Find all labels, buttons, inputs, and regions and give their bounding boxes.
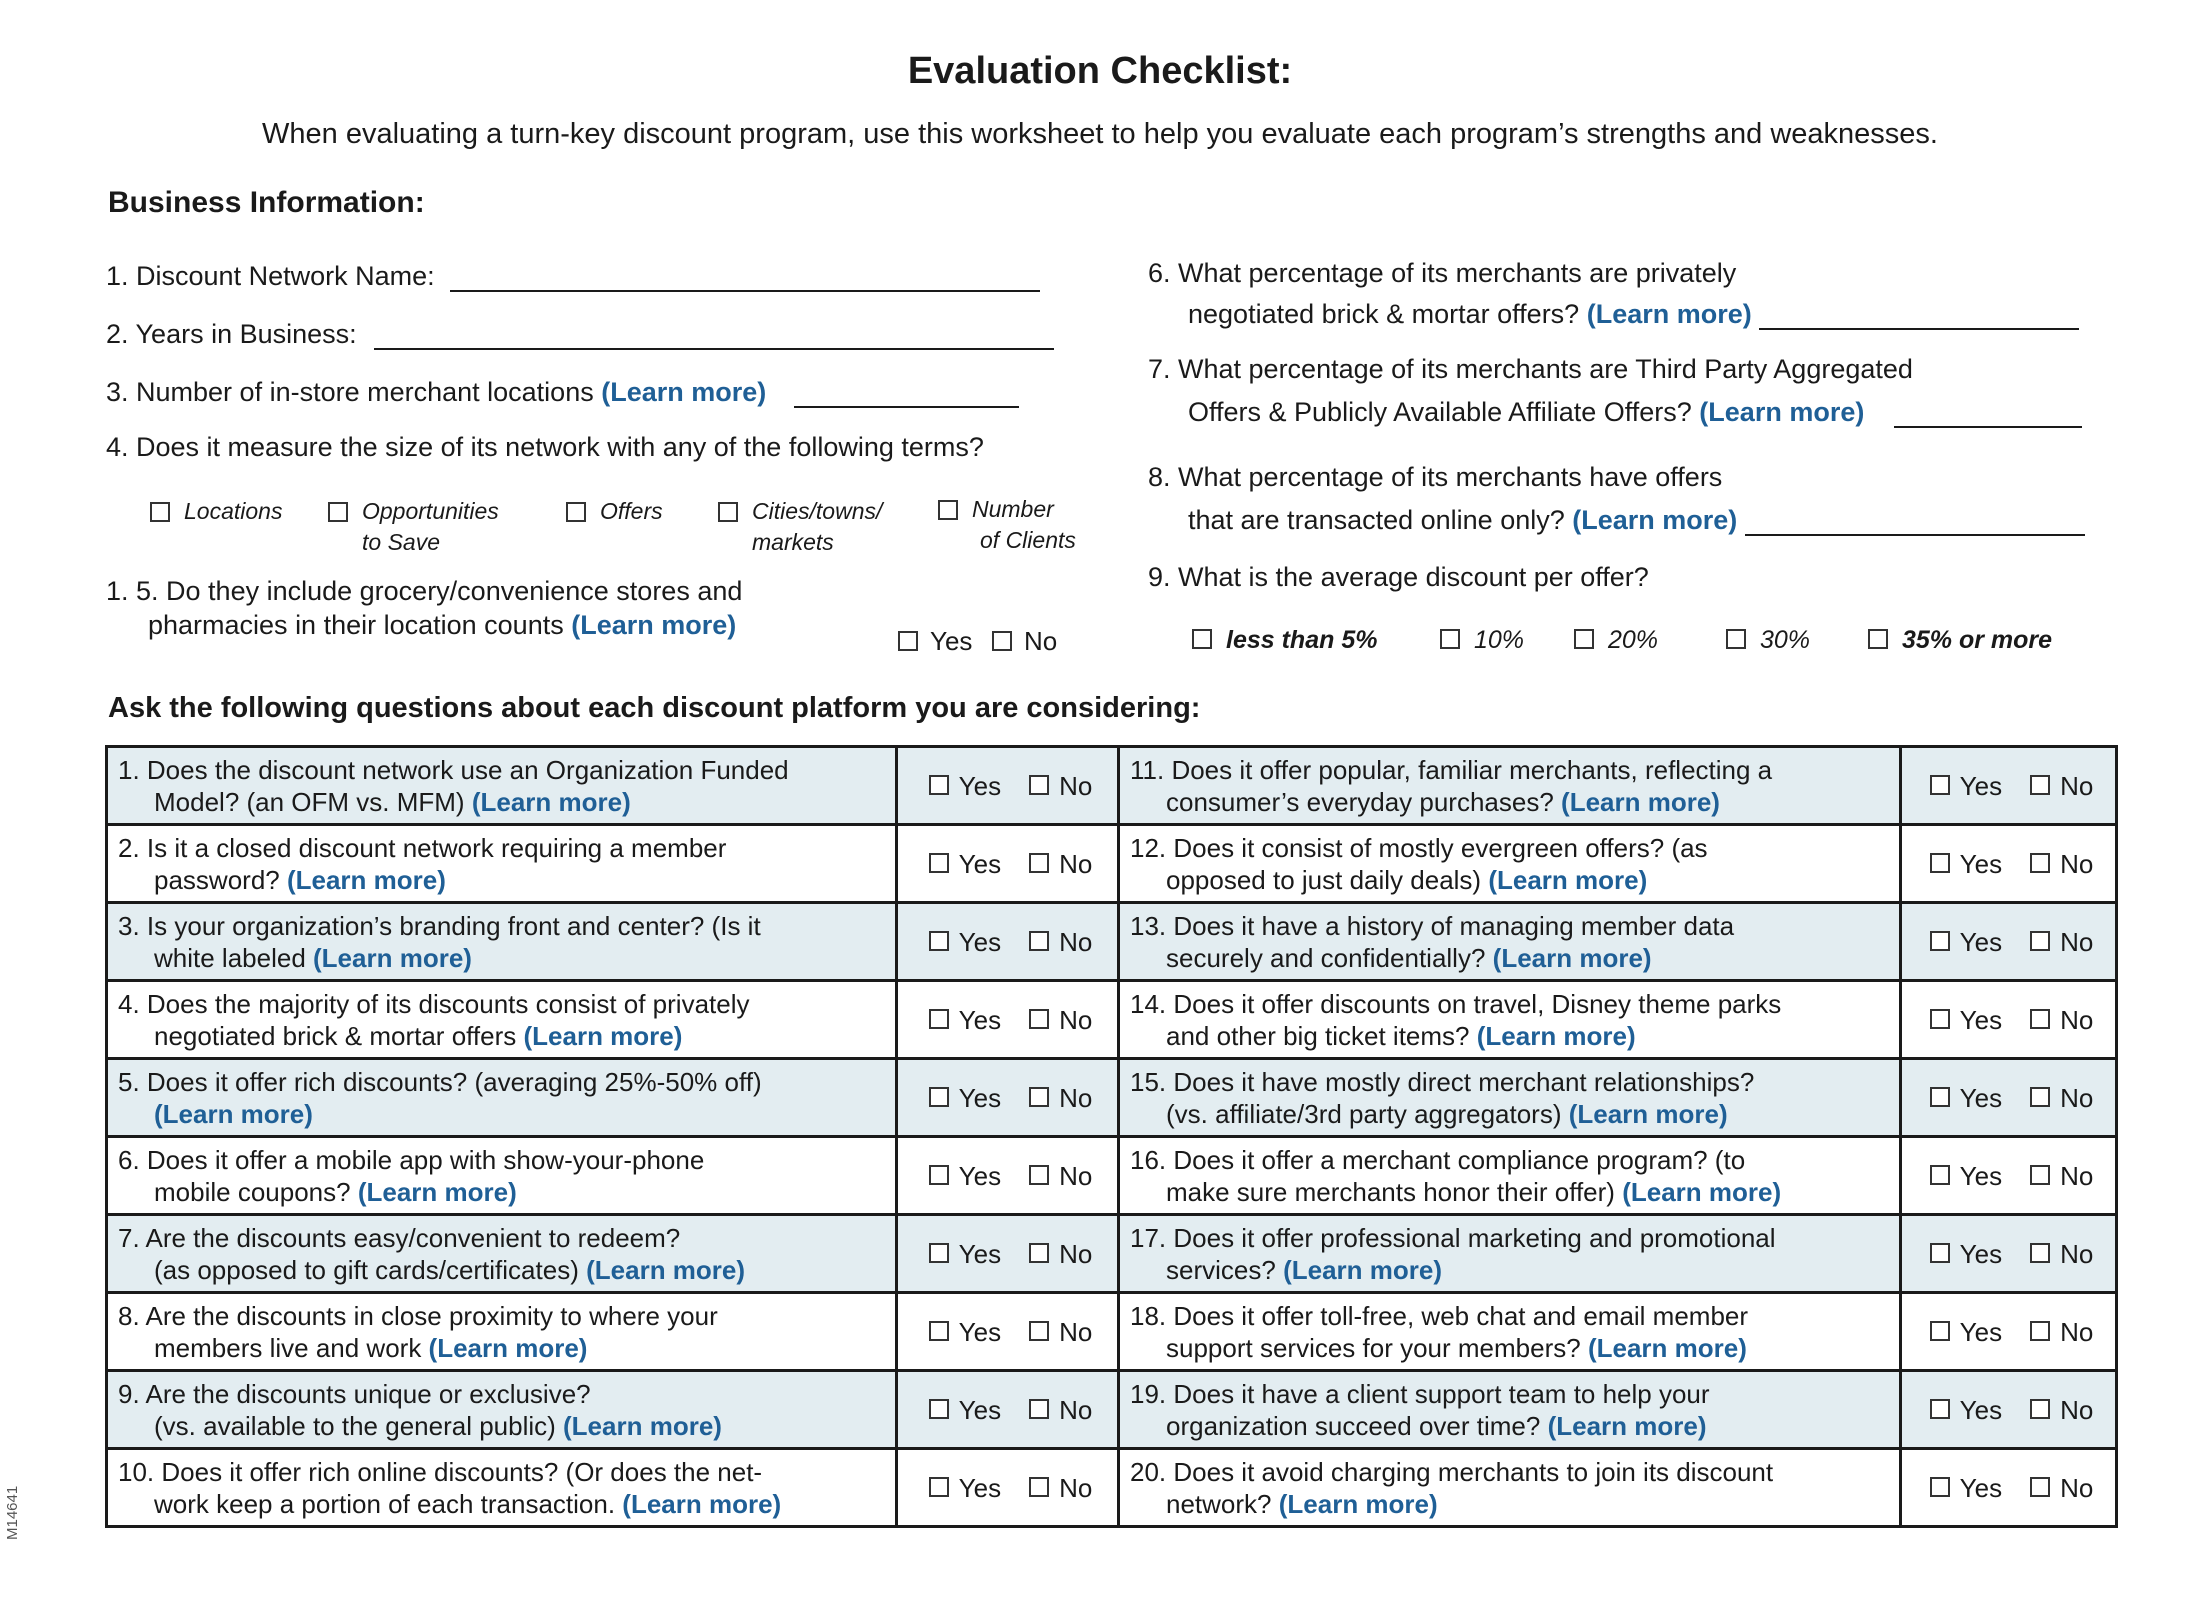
discount-label: 20%	[1608, 626, 1659, 654]
no-checkbox[interactable]	[1029, 853, 1049, 873]
yes-checkbox[interactable]	[929, 1321, 949, 1341]
question-text-cont: work keep a portion of each transaction.	[154, 1488, 616, 1519]
term-checkbox[interactable]	[328, 502, 348, 522]
left-yes-no-cell	[897, 1449, 1119, 1527]
business-q5-line2	[148, 610, 736, 641]
question-text-line2	[1130, 1020, 1889, 1052]
no-checkbox[interactable]	[2030, 1087, 2050, 1107]
term-locations[interactable]	[150, 496, 282, 527]
document-code: M14641	[4, 1485, 21, 1540]
table-row	[107, 1293, 2117, 1371]
question-text: 4. Does the majority of its discounts consist of privately	[118, 988, 750, 1019]
term-label-2: to Save	[362, 529, 440, 555]
business-q9: 9. What is the average discount per offer?	[1148, 562, 1649, 592]
no-checkbox[interactable]	[2030, 1165, 2050, 1185]
no-checkbox[interactable]	[2030, 1009, 2050, 1029]
yes-label: Yes	[1959, 1394, 2003, 1425]
learn-more-link[interactable]: (Learn more)	[1622, 1176, 1782, 1207]
right-yes-no-cell	[1901, 747, 2117, 825]
learn-more-link[interactable]: (Learn more)	[571, 610, 737, 640]
left-question-cell	[107, 1449, 897, 1527]
table-row	[107, 1371, 2117, 1449]
yes-label: Yes	[958, 770, 1002, 801]
business-q2	[106, 318, 1054, 350]
no-label: No	[2060, 770, 2094, 801]
learn-more-link[interactable]: (Learn more)	[601, 377, 767, 407]
left-yes-no-cell	[897, 1137, 1119, 1215]
no-checkbox[interactable]	[1029, 775, 1049, 795]
left-yes-no-cell	[897, 747, 1119, 825]
question-text: 13. Does it have a history of managing member data	[1130, 910, 1735, 941]
no-checkbox[interactable]	[1029, 1477, 1049, 1497]
right-yes-no-cell	[1901, 1371, 2117, 1449]
question-text-line2	[118, 786, 885, 818]
question-text-cont: members live and work	[154, 1332, 422, 1363]
yes-label: Yes	[958, 1004, 1002, 1035]
yes-checkbox[interactable]	[929, 853, 949, 873]
question-text-cont: services?	[1166, 1254, 1276, 1285]
learn-more-link[interactable]: (Learn more)	[523, 1020, 683, 1051]
term-label: Number	[972, 496, 1054, 522]
question-text: 7. Are the discounts easy/convenient to redeem?	[118, 1222, 681, 1253]
question-text-line2	[118, 1020, 885, 1052]
no-label: No	[1059, 1316, 1093, 1347]
q7-field[interactable]	[1894, 396, 2082, 428]
question-text: 3. Is your organization’s branding front and center? (Is it	[118, 910, 761, 941]
locations-field[interactable]	[794, 376, 1019, 408]
yes-label: Yes	[958, 1472, 1002, 1503]
question-text: 18. Does it offer toll-free, web chat and email member	[1130, 1300, 1749, 1331]
term-checkbox[interactable]	[566, 502, 586, 522]
learn-more-link[interactable]: (Learn more)	[1492, 942, 1652, 973]
question-text: 11. Does it offer popular, familiar merchants, reflecting a	[1130, 754, 1773, 785]
yes-checkbox[interactable]	[1930, 1009, 1950, 1029]
no-checkbox[interactable]	[2030, 1321, 2050, 1341]
question-text-cont: consumer’s everyday purchases?	[1166, 786, 1554, 817]
discount-10[interactable]	[1440, 626, 1524, 655]
term-label: Offers	[600, 498, 663, 524]
question-text: 9. Are the discounts unique or exclusive?	[118, 1378, 591, 1409]
question-text: 12. Does it consist of mostly evergreen offers? (as	[1130, 832, 1708, 863]
platform-heading: Ask the following questions about each discount platform you are considering:	[108, 692, 1201, 724]
question-text-line2	[1130, 942, 1889, 974]
page-title: Evaluation Checklist:	[907, 50, 1293, 92]
no-label: No	[1059, 848, 1093, 879]
learn-more-link[interactable]: (Learn more)	[622, 1488, 782, 1519]
no-label: No	[1024, 626, 1058, 656]
right-question-cell	[1119, 1059, 1901, 1137]
yes-checkbox[interactable]	[929, 1399, 949, 1419]
term-label: Cities/towns/	[752, 498, 883, 524]
yes-checkbox[interactable]	[1930, 1243, 1950, 1263]
yes-checkbox[interactable]	[898, 631, 918, 651]
left-question-cell	[107, 1371, 897, 1449]
discount-label: 10%	[1474, 626, 1525, 654]
no-checkbox[interactable]	[2030, 775, 2050, 795]
no-label: No	[2060, 1004, 2094, 1035]
question-text-cont: Model? (an OFM vs. MFM)	[154, 786, 465, 817]
table-row	[107, 1449, 2117, 1527]
yes-label: Yes	[1959, 848, 2003, 879]
question-text-line2	[118, 1254, 885, 1286]
platform-questions-table	[105, 745, 2118, 1528]
term-label-2: of Clients	[980, 527, 1076, 553]
learn-more-link[interactable]: (Learn more)	[1547, 1410, 1707, 1441]
yes-checkbox[interactable]	[929, 931, 949, 951]
yes-checkbox[interactable]	[1930, 1165, 1950, 1185]
yes-checkbox[interactable]	[929, 775, 949, 795]
question-text-cont: support services for your members?	[1166, 1332, 1581, 1363]
left-question-cell	[107, 903, 897, 981]
left-yes-no-cell	[897, 903, 1119, 981]
discount-checkbox[interactable]	[1726, 629, 1746, 649]
table-row	[107, 747, 2117, 825]
question-text: 20. Does it avoid charging merchants to join its discount	[1130, 1456, 1774, 1487]
table-row	[107, 903, 2117, 981]
right-yes-no-cell	[1901, 1137, 2117, 1215]
question-text: 8. Are the discounts in close proximity to where your	[118, 1300, 718, 1331]
question-text-cont: (vs. available to the general public)	[154, 1410, 556, 1441]
yes-label: Yes	[1959, 1238, 2003, 1269]
discount-20[interactable]	[1574, 626, 1658, 655]
yes-label: Yes	[930, 626, 973, 656]
no-label: No	[1059, 1082, 1093, 1113]
no-label: No	[1059, 770, 1093, 801]
learn-more-link[interactable]: (Learn more)	[428, 1332, 588, 1363]
right-question-cell	[1119, 747, 1901, 825]
q5-yes-option[interactable]	[898, 626, 972, 657]
business-q8: 8. What percentage of its merchants have offers	[1148, 462, 1723, 492]
learn-more-link[interactable]: (Learn more)	[1476, 1020, 1636, 1051]
question-text-line2	[1130, 1254, 1889, 1286]
left-question-cell	[107, 1059, 897, 1137]
learn-more-link[interactable]: (Learn more)	[1561, 786, 1720, 817]
business-q4: 4. Does it measure the size of its network with any of the following terms?	[106, 432, 984, 462]
question-text: 14. Does it offer discounts on travel, Disney theme parks	[1130, 988, 1782, 1019]
yes-checkbox[interactable]	[929, 1243, 949, 1263]
question-text-line2	[118, 1488, 885, 1520]
learn-more-link[interactable]: (Learn more)	[1572, 505, 1738, 535]
question-text-line2	[118, 1332, 885, 1364]
yes-label: Yes	[958, 1316, 1002, 1347]
q5-no-option[interactable]	[992, 626, 1057, 657]
question-text-line2	[1130, 1332, 1889, 1364]
left-question-cell	[107, 981, 897, 1059]
discount-checkbox[interactable]	[1574, 629, 1594, 649]
question-text-line2	[1130, 1410, 1889, 1442]
business-q3	[106, 376, 1019, 408]
right-question-cell	[1119, 981, 1901, 1059]
yes-checkbox[interactable]	[1930, 1087, 1950, 1107]
discount-checkbox[interactable]	[1192, 629, 1212, 649]
yes-checkbox[interactable]	[1930, 853, 1950, 873]
question-text: 2. Is it a closed discount network requiring a member	[118, 832, 727, 863]
learn-more-link[interactable]: (Learn more)	[313, 942, 472, 973]
no-label: No	[1059, 1394, 1093, 1425]
no-checkbox[interactable]	[1029, 931, 1049, 951]
question-text: 5. Does it offer rich discounts? (averaging 25%-50% off)	[118, 1066, 762, 1097]
yes-label: Yes	[958, 926, 1002, 957]
no-label: No	[2060, 1082, 2094, 1113]
learn-more-link[interactable]: (Learn more)	[563, 1410, 722, 1441]
no-checkbox[interactable]	[1029, 1399, 1049, 1419]
discount-label: 35% or more	[1902, 626, 2053, 654]
yes-checkbox[interactable]	[1930, 775, 1950, 795]
q6-label: negotiated brick & mortar offers?	[1188, 299, 1580, 329]
left-yes-no-cell	[897, 1293, 1119, 1371]
yes-label: Yes	[1959, 1082, 2003, 1113]
business-q6-line2	[1188, 298, 2079, 330]
q1-label: 1. Discount Network Name:	[106, 261, 435, 291]
question-text-cont: securely and confidentially?	[1166, 942, 1486, 973]
q2-label: 2. Years in Business:	[106, 319, 357, 349]
business-q1	[106, 260, 1040, 292]
business-q7-line2	[1188, 396, 2082, 428]
left-yes-no-cell	[897, 825, 1119, 903]
term-checkbox[interactable]	[150, 502, 170, 522]
question-text-line2	[1130, 864, 1889, 896]
term-opportunities[interactable]	[328, 496, 499, 558]
left-question-cell	[107, 1137, 897, 1215]
question-text-cont: password?	[154, 864, 280, 895]
no-label: No	[2060, 1394, 2094, 1425]
no-checkbox[interactable]	[1029, 1243, 1049, 1263]
yes-label: Yes	[958, 1082, 1002, 1113]
yes-checkbox[interactable]	[1930, 931, 1950, 951]
question-text-line2	[118, 864, 885, 896]
right-question-cell	[1119, 1293, 1901, 1371]
learn-more-link[interactable]: (Learn more)	[286, 864, 446, 895]
learn-more-link[interactable]: (Learn more)	[1283, 1254, 1442, 1285]
business-q5: 1. 5. Do they include grocery/convenience stores and	[106, 576, 743, 606]
table-row	[107, 1059, 2117, 1137]
term-clients[interactable]	[938, 494, 1076, 556]
question-text-line2	[118, 1176, 885, 1208]
learn-more-link[interactable]: (Learn more)	[1488, 864, 1648, 895]
learn-more-link[interactable]: (Learn more)	[1278, 1488, 1438, 1519]
no-label: No	[1059, 926, 1093, 957]
right-question-cell	[1119, 903, 1901, 981]
learn-more-link[interactable]: (Learn more)	[471, 786, 631, 817]
yes-checkbox[interactable]	[929, 1477, 949, 1497]
table-row	[107, 1215, 2117, 1293]
learn-more-link[interactable]: (Learn more)	[1568, 1098, 1728, 1129]
table-row	[107, 1137, 2117, 1215]
question-text-cont: (vs. affiliate/3rd party aggregators)	[1166, 1098, 1562, 1129]
q8-label: that are transacted online only?	[1188, 505, 1565, 535]
learn-more-link[interactable]: (Learn more)	[357, 1176, 517, 1207]
question-text-cont: (as opposed to gift cards/certificates)	[154, 1254, 579, 1285]
no-checkbox[interactable]	[2030, 1477, 2050, 1497]
learn-more-link[interactable]: (Learn more)	[1587, 1332, 1747, 1363]
no-checkbox[interactable]	[1029, 1321, 1049, 1341]
question-text: 10. Does it offer rich online discounts? (Or does the net-	[118, 1456, 763, 1487]
no-checkbox[interactable]	[1029, 1009, 1049, 1029]
yes-label: Yes	[958, 1238, 1002, 1269]
right-question-cell	[1119, 1371, 1901, 1449]
question-text-line2	[1130, 786, 1889, 818]
yes-label: Yes	[958, 848, 1002, 879]
no-label: No	[2060, 848, 2094, 879]
business-q8-line2	[1188, 504, 2085, 536]
no-label: No	[2060, 926, 2094, 957]
page-subtitle: When evaluating a turn-key discount program, use this worksheet to help you evaluate each program’s strengths and weaknesses.	[262, 118, 1938, 150]
left-yes-no-cell	[897, 1215, 1119, 1293]
right-yes-no-cell	[1901, 1215, 2117, 1293]
no-checkbox[interactable]	[1029, 1165, 1049, 1185]
yes-checkbox[interactable]	[1930, 1477, 1950, 1497]
discount-30[interactable]	[1726, 626, 1810, 655]
yes-checkbox[interactable]	[929, 1165, 949, 1185]
q6-field[interactable]	[1759, 298, 2079, 330]
yes-label: Yes	[1959, 926, 2003, 957]
question-text-line2	[1130, 1488, 1889, 1520]
q7-label: Offers & Publicly Available Affiliate Offers?	[1188, 397, 1692, 427]
yes-label: Yes	[958, 1394, 1002, 1425]
right-yes-no-cell	[1901, 1293, 2117, 1371]
table-row	[107, 825, 2117, 903]
no-label: No	[1059, 1238, 1093, 1269]
term-label-2: markets	[752, 529, 834, 555]
left-yes-no-cell	[897, 1371, 1119, 1449]
q3-label: 3. Number of in-store merchant locations	[106, 377, 594, 407]
learn-more-link[interactable]: (Learn more)	[1586, 299, 1752, 329]
question-text: 19. Does it have a client support team to help your	[1130, 1378, 1710, 1409]
question-text-line2	[118, 1098, 885, 1130]
no-label: No	[1059, 1472, 1093, 1503]
left-yes-no-cell	[897, 1059, 1119, 1137]
no-checkbox[interactable]	[2030, 931, 2050, 951]
discount-checkbox[interactable]	[1440, 629, 1460, 649]
right-question-cell	[1119, 1137, 1901, 1215]
business-q6: 6. What percentage of its merchants are privately	[1148, 258, 1737, 288]
right-question-cell	[1119, 825, 1901, 903]
yes-checkbox[interactable]	[1930, 1321, 1950, 1341]
years-field[interactable]	[374, 318, 1054, 350]
learn-more-link[interactable]: (Learn more)	[586, 1254, 746, 1285]
right-yes-no-cell	[1901, 1059, 2117, 1137]
yes-label: Yes	[1959, 1316, 2003, 1347]
table-row	[107, 981, 2117, 1059]
yes-checkbox[interactable]	[1930, 1399, 1950, 1419]
learn-more-link[interactable]: (Learn more)	[1699, 397, 1865, 427]
discount-label: less than 5%	[1226, 626, 1378, 654]
term-checkbox[interactable]	[938, 500, 958, 520]
left-question-cell	[107, 1293, 897, 1371]
no-label: No	[2060, 1472, 2094, 1503]
left-question-cell	[107, 825, 897, 903]
no-label: No	[2060, 1238, 2094, 1269]
question-text: 16. Does it offer a merchant compliance program? (to	[1130, 1144, 1746, 1175]
question-text-line2	[118, 1410, 885, 1442]
q5-label: pharmacies in their location counts	[148, 610, 564, 640]
question-text: 1. Does the discount network use an Organization Funded	[118, 754, 789, 785]
learn-more-link[interactable]: (Learn more)	[154, 1098, 313, 1129]
question-text-cont: make sure merchants honor their offer)	[1166, 1176, 1615, 1207]
left-question-cell	[107, 1215, 897, 1293]
question-text: 15. Does it have mostly direct merchant relationships?	[1130, 1066, 1755, 1097]
right-yes-no-cell	[1901, 825, 2117, 903]
question-text: 6. Does it offer a mobile app with show-your-phone	[118, 1144, 705, 1175]
left-yes-no-cell	[897, 981, 1119, 1059]
question-text-cont: mobile coupons?	[154, 1176, 351, 1207]
no-checkbox[interactable]	[1029, 1087, 1049, 1107]
no-label: No	[2060, 1316, 2094, 1347]
question-text-line2	[1130, 1098, 1889, 1130]
no-label: No	[1059, 1004, 1093, 1035]
business-q7: 7. What percentage of its merchants are Third Party Aggregated	[1148, 354, 1913, 384]
right-yes-no-cell	[1901, 903, 2117, 981]
yes-checkbox[interactable]	[929, 1087, 949, 1107]
right-yes-no-cell	[1901, 1449, 2117, 1527]
business-info-heading: Business Information:	[108, 186, 425, 219]
right-question-cell	[1119, 1215, 1901, 1293]
question-text-cont: opposed to just daily deals)	[1166, 864, 1482, 895]
discount-checkbox[interactable]	[1868, 629, 1888, 649]
discount-lt5[interactable]	[1192, 626, 1377, 655]
no-checkbox[interactable]	[2030, 853, 2050, 873]
no-checkbox[interactable]	[2030, 1399, 2050, 1419]
term-cities[interactable]	[718, 496, 882, 558]
question-text: 17. Does it offer professional marketing and promotional	[1130, 1222, 1776, 1253]
term-offers[interactable]	[566, 496, 663, 527]
term-label: Locations	[184, 498, 283, 524]
no-checkbox[interactable]	[2030, 1243, 2050, 1263]
question-text-cont: network?	[1166, 1488, 1272, 1519]
term-label: Opportunities	[362, 498, 499, 524]
network-name-field[interactable]	[450, 260, 1040, 292]
q8-field[interactable]	[1745, 504, 2085, 536]
no-label: No	[1059, 1160, 1093, 1191]
yes-label: Yes	[1959, 770, 2003, 801]
question-text-cont: and other big ticket items?	[1166, 1020, 1470, 1051]
discount-35[interactable]	[1868, 626, 2052, 655]
yes-label: Yes	[1959, 1160, 2003, 1191]
question-text-line2	[1130, 1176, 1889, 1208]
question-text-cont: negotiated brick & mortar offers	[154, 1020, 517, 1051]
term-checkbox[interactable]	[718, 502, 738, 522]
question-text-cont: white labeled	[154, 942, 306, 973]
left-question-cell	[107, 747, 897, 825]
yes-checkbox[interactable]	[929, 1009, 949, 1029]
question-text-cont: organization succeed over time?	[1166, 1410, 1541, 1441]
no-checkbox[interactable]	[992, 631, 1012, 651]
yes-label: Yes	[958, 1160, 1002, 1191]
discount-label: 30%	[1760, 626, 1811, 654]
no-label: No	[2060, 1160, 2094, 1191]
right-yes-no-cell	[1901, 981, 2117, 1059]
right-question-cell	[1119, 1449, 1901, 1527]
yes-label: Yes	[1959, 1004, 2003, 1035]
question-text-line2	[118, 942, 885, 974]
yes-label: Yes	[1959, 1472, 2003, 1503]
